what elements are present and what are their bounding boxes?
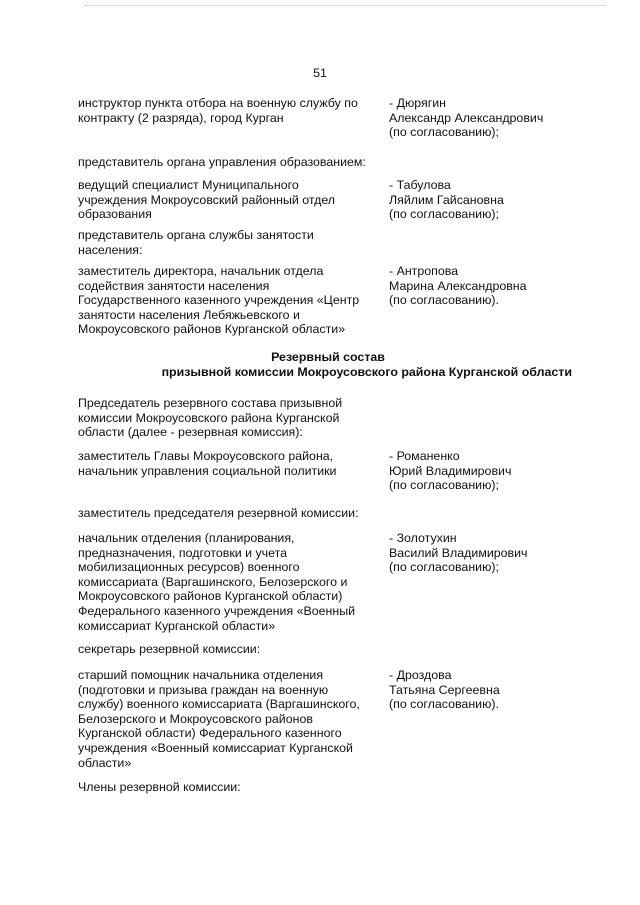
member-name: - Табулова Ляйлим Гайсановна (по согласованию); [389,178,504,222]
section-title [78,350,578,379]
member-position: старший помощник начальника отделения (подготовки и призыва граждан на военную службу) военного комиссариата (Варгашинского, Белозерского и Мокроусовского районов Курганской области) Федерального казенного учреждения «Военный комиссариат Курганской области» [78,668,360,770]
member-position: ведущий специалист Муниципального учреждения Мокроусовский районный отдел образования [78,178,336,222]
group-label: секретарь резервной комиссии: [78,642,261,656]
member-position: заместитель Главы Мокроусовского района, начальник управления социальной политики [78,449,337,478]
section-title-line-1: Резервный состав [271,350,385,364]
group-label: представитель органа управления образованием: [78,155,366,169]
member-position: инструктор пункта отбора на военную службу по контракту (2 разряда), город Курган [78,96,358,125]
member-position: начальник отделения (планирования, предназначения, подготовки и учета мобилизационных ресурсов) военного комиссариата (Варгашинского, Белозерского и Мокроусовского районов Курганской области) Федерального казенного учреждения «Военный комиссариат Курганской области» [78,531,356,633]
page-number: 51 [313,66,327,80]
member-name: - Дюрягин Александр Александрович (по согласованию); [389,96,544,140]
section-title-line-2: призывной комиссии Мокроусовского района Курганской области [161,364,572,379]
member-position: заместитель директора, начальник отдела содействия занятости населения Государственного казенного учреждения «Центр занятости населения Лебяжьевского и Мокроусовского районов Курганской области» [78,264,360,337]
member-name: - Дроздова Татьяна Сергеевна (по согласованию). [389,668,500,712]
group-label: представитель органа службы занятости населения: [78,228,314,257]
group-label: Члены резервной комиссии: [78,780,241,794]
group-label: Председатель резервного состава призывной комиссии Мокроусовского района Курганской области (далее - резервная комиссия): [78,396,343,440]
member-name: - Антропова Марина Александровна (по согласованию). [389,264,527,308]
member-name: - Романенко Юрий Владимирович (по согласованию); [389,449,512,493]
member-name: - Золотухин Василий Владимирович (по согласованию); [389,531,528,575]
group-label: заместитель председателя резервной комиссии: [78,506,359,520]
scan-top-edge [85,5,605,8]
